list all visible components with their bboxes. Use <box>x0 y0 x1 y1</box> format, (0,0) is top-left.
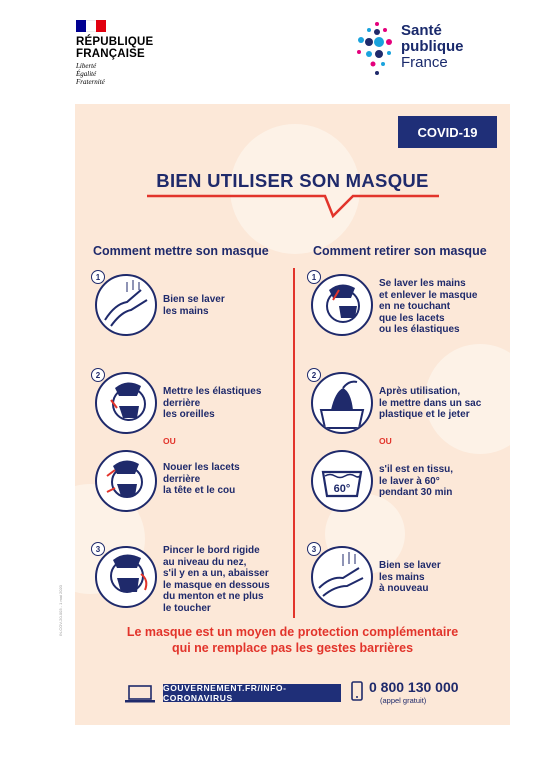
step-text: Nouer les lacets derrière la tête et le cou <box>163 462 240 496</box>
motto-fraternite: Fraternité <box>76 78 105 86</box>
footer <box>75 676 510 716</box>
covid-badge: COVID-19 <box>398 116 497 148</box>
step-text: Bien se laver les mains <box>163 294 225 317</box>
step-text: Pincer le bord rigide au niveau du nez, s'il y en a un, abaisser le masque en dessous du menton et ne plus le toucher <box>163 545 270 614</box>
spf-line1: Santé <box>401 22 442 39</box>
sante-publique-france-logo <box>355 20 485 84</box>
remove-by-elastics-icon <box>311 274 373 336</box>
pinch-nose-icon <box>95 546 157 608</box>
french-flag-icon <box>76 20 106 32</box>
republique-francaise-logo <box>76 20 166 86</box>
or-label: OU <box>379 436 392 446</box>
step-number: 1 <box>307 270 321 284</box>
phone-number[interactable]: 0 800 130 000 <box>369 679 459 695</box>
step-text: Après utilisation, le mettre dans un sac plastique et le jeter <box>379 386 482 420</box>
wash-hands-again-icon <box>311 546 373 608</box>
spf-wordmark <box>401 23 464 71</box>
protection-note: Le masque est un moyen de protection complémentaire qui ne remplace pas les gestes barrières <box>126 625 459 655</box>
republic-name-line2: FRANÇAISE <box>76 48 145 60</box>
document-reference-code: IN-COV-20-003 - 1 mai 2020 <box>58 585 63 636</box>
spf-line3: France <box>401 54 448 71</box>
step-number: 2 <box>307 368 321 382</box>
wash-temperature-label: 60° <box>333 483 351 495</box>
info-url-link[interactable]: GOUVERNEMENT.FR/INFO-CORONAVIRUS <box>163 684 341 702</box>
step-text: Mettre les élastiques derrière les oreilles <box>163 386 262 420</box>
spf-line2: publique <box>401 38 464 55</box>
put-on-heading: Comment mettre son masque <box>93 244 269 258</box>
motto-egalite: Égalité <box>76 70 97 78</box>
or-label: OU <box>163 436 176 446</box>
bag-disposal-icon <box>311 372 373 434</box>
speech-bubble-underline <box>147 194 439 224</box>
page-title: BIEN UTILISER SON MASQUE <box>156 170 429 191</box>
poster-panel <box>75 104 510 725</box>
take-off-heading: Comment retirer son masque <box>313 244 487 258</box>
step-number: 3 <box>307 542 321 556</box>
republic-name-line1: RÉPUBLIQUE <box>76 36 154 48</box>
tie-laces-icon <box>95 450 157 512</box>
wash-60-degrees-icon <box>311 450 373 512</box>
step-text: Se laver les mains et enlever le masque en ne touchant que les lacets ou les élastiques <box>379 278 478 335</box>
laptop-icon <box>125 684 155 704</box>
motto-liberte: Liberté <box>76 62 97 70</box>
step-number: 2 <box>91 368 105 382</box>
step-text: Bien se laver les mains à nouveau <box>379 560 441 594</box>
elastics-behind-ears-icon <box>95 372 157 434</box>
spf-dots-icon <box>355 20 399 82</box>
phone-free-call-note: (appel gratuit) <box>380 696 427 705</box>
phone-icon <box>351 681 363 701</box>
column-divider <box>293 268 295 618</box>
step-number: 3 <box>91 542 105 556</box>
wash-hands-icon <box>95 274 157 336</box>
step-number: 1 <box>91 270 105 284</box>
step-text: s'il est en tissu, le laver à 60° pendant 30 min <box>379 464 454 498</box>
